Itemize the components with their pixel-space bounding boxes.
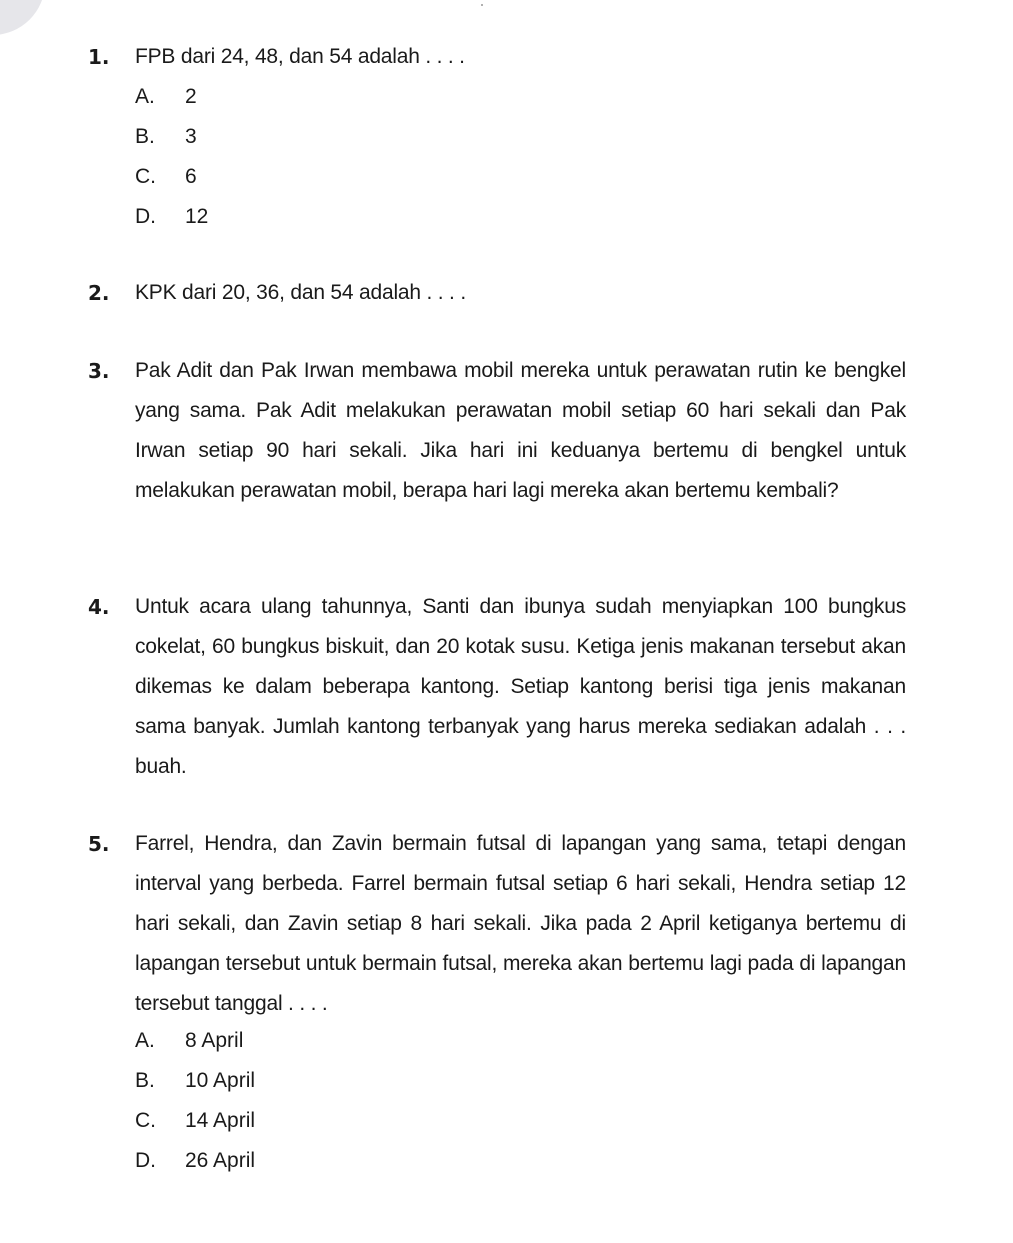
option-letter: D. <box>135 1149 156 1172</box>
option-value: 8 April <box>185 1029 244 1052</box>
question-text: FPB dari 24, 48, dan 54 adalah . . . . <box>135 45 465 68</box>
option-value: 14 April <box>185 1109 256 1132</box>
question-text: Untuk acara ulang tahunnya, Santi dan ibunya sudah menyiapkan 100 bungkus cokelat, 60 bungkus biskuit, dan 20 kotak susu. Ketiga jenis makanan tersebut akan dikemas ke dalam beberapa kantong. Setiap kantong berisi tiga jenis makanan sama banyak. Jumlah kantong terbanyak yang harus mereka sediakan adalah . . . buah. <box>135 595 906 778</box>
question-number: 1. <box>88 45 110 69</box>
question-number: 3. <box>88 359 110 383</box>
option-letter: C. <box>135 165 156 188</box>
corner-decoration <box>0 0 45 35</box>
option-value: 26 April <box>185 1149 256 1172</box>
option-letter: A. <box>135 85 155 108</box>
question-text: KPK dari 20, 36, dan 54 adalah . . . . <box>135 281 466 304</box>
option-letter: D. <box>135 205 156 228</box>
question-text: Farrel, Hendra, dan Zavin bermain futsal di lapangan yang sama, tetapi dengan interval yang berbeda. Farrel bermain futsal setiap 6 hari sekali, Hendra setiap 12 hari sekali, dan Zavin setiap 8 hari sekali. Jika pada 2 April ketiganya bertemu di lapangan tersebut untuk bermain futsal, mereka akan bertemu lagi pada di lapangan tersebut tanggal . . . . <box>135 832 906 1015</box>
option-letter: B. <box>135 125 155 148</box>
question-text: Pak Adit dan Pak Irwan membawa mobil mereka untuk perawatan rutin ke bengkel yang sama. Pak Adit melakukan perawatan mobil setiap 60 hari sekali dan Pak Irwan setiap 90 hari sekali. Jika hari ini keduanya bertemu di bengkel untuk melakukan perawatan mobil, berapa hari lagi mereka akan bertemu kembali? <box>135 359 906 502</box>
question-number: 4. <box>88 595 110 619</box>
option-value: 10 April <box>185 1069 256 1092</box>
question-number: 5. <box>88 832 110 856</box>
question-number: 2. <box>88 281 110 305</box>
option-letter: A. <box>135 1029 155 1052</box>
option-value: 3 <box>185 125 197 148</box>
scan-speck <box>481 4 483 6</box>
option-value: 6 <box>185 165 197 188</box>
option-letter: C. <box>135 1109 156 1132</box>
option-value: 2 <box>185 85 197 108</box>
option-value: 12 <box>185 205 209 228</box>
option-letter: B. <box>135 1069 155 1092</box>
